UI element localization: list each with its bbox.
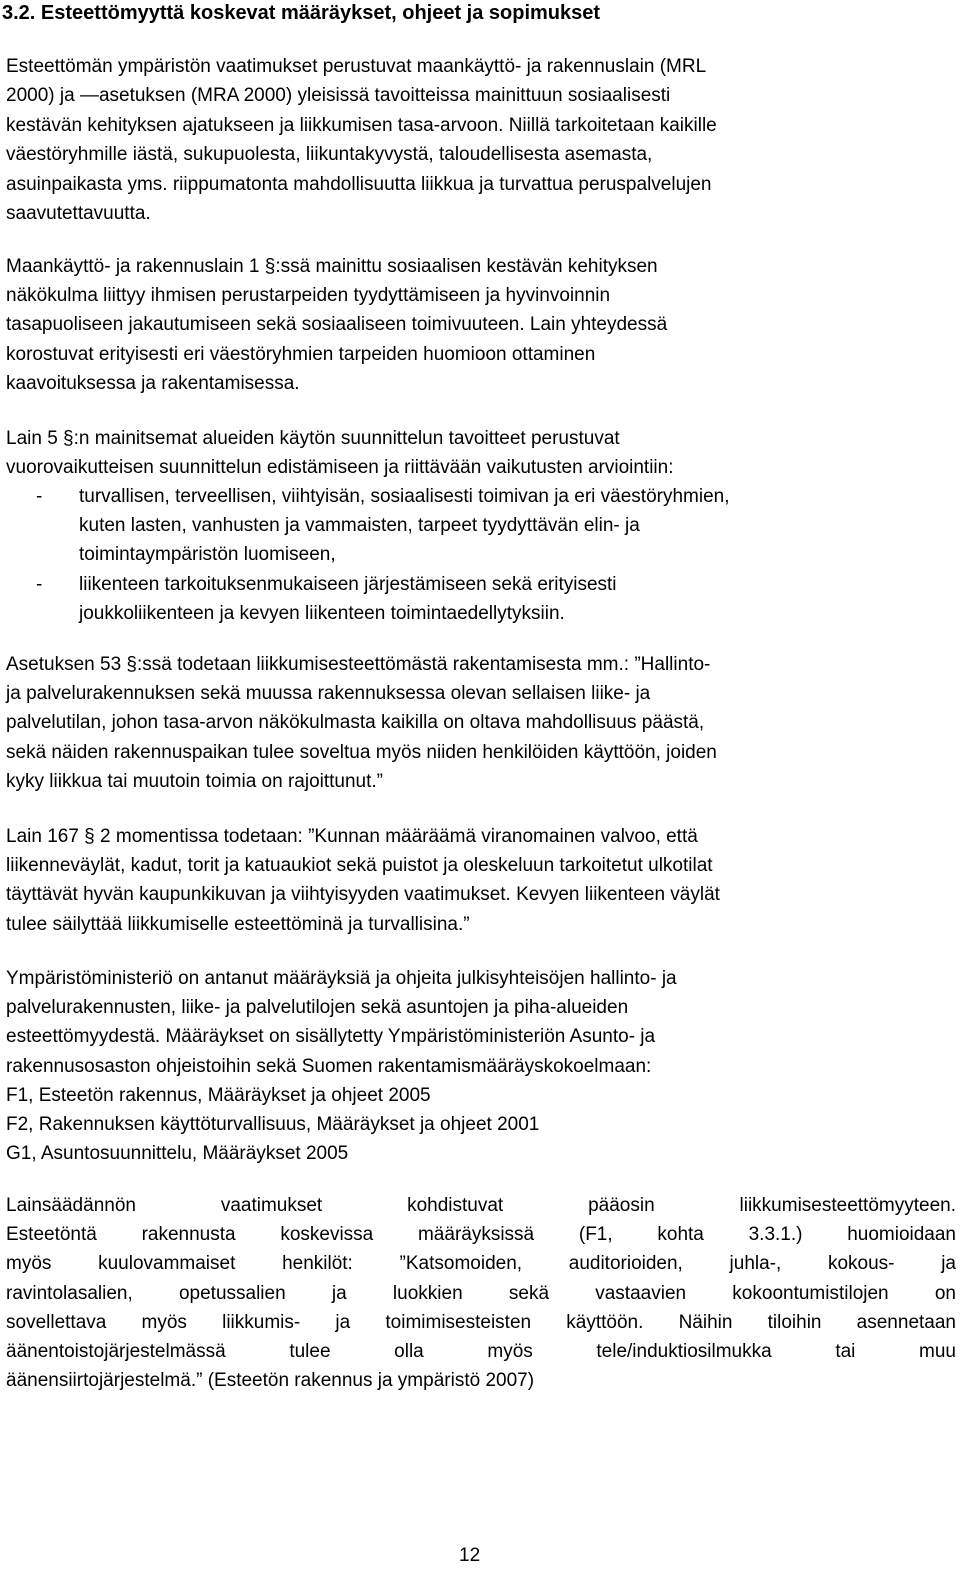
text-line: Esteettömän ympäristön vaatimukset perustuvat maankäyttö- ja rakennuslain (MRL — [6, 56, 707, 77]
text-line: joukkoliikenteen ja kevyen liikenteen toimintaedellytyksiin. — [79, 602, 565, 624]
text-line: tulee säilyttää liikkumiselle esteettöminä ja turvallisina.” — [6, 913, 470, 935]
text-line: palvelurakennusten, liike- ja palvelutilojen sekä asuntojen ja piha-alueiden — [6, 997, 629, 1019]
page-number: 12 — [459, 1545, 481, 1566]
text-line: G1, Asuntosuunnittelu, Määräykset 2005 — [6, 1143, 349, 1165]
text-line: palvelutilan, johon tasa-arvon näkökulmasta kaikilla on oltava mahdollisuus päästä, — [6, 712, 705, 734]
paragraph-legislation — [6, 1191, 956, 1395]
paragraph-section-5 — [6, 424, 956, 482]
list-item — [6, 570, 956, 628]
list-dash: - — [36, 573, 43, 595]
text-line: Ympäristöministeriö on antanut määräyksiä ja ohjeita julkisyhteisöjen hallinto- ja — [6, 968, 677, 989]
paragraph-land-use-act — [6, 252, 956, 398]
text-line: kestävän kehityksen ajatukseen ja liikkumisen tasa-arvoon. Niillä tarkoitetaan kaikille — [6, 114, 717, 136]
text-line: kuten lasten, vanhusten ja vammaisten, tarpeet tyydyttävän elin- ja — [79, 515, 640, 537]
paragraph-ministry — [6, 964, 956, 1168]
text-line: toimintaympäristön luomiseen, — [79, 544, 336, 566]
text-line: Lain 167 § 2 momentissa todetaan: ”Kunnan määräämä viranomainen valvoo, että — [6, 826, 698, 847]
text-line: korostuvat erityisesti eri väestöryhmien tarpeiden huomioon ottaminen — [6, 343, 596, 365]
text-line: saavutettavuutta. — [6, 203, 151, 225]
goals-list — [6, 482, 956, 628]
paragraph-requirements — [6, 52, 956, 228]
text-line: F1, Esteetön rakennus, Määräykset ja ohjeet 2005 — [6, 1084, 431, 1106]
text-line: myös kuulovammaiset henkilöt: ”Katsomoiden, auditorioiden, juhla-, kokous- ja — [6, 1253, 956, 1275]
text-line: liikenteen tarkoituksenmukaiseen järjestämiseen sekä erityisesti — [79, 573, 617, 595]
text-line: esteettömyydestä. Määräykset on sisällytetty Ympäristöministeriön Asunto- ja — [6, 1026, 656, 1048]
text-line: ja palvelurakennuksen sekä muussa rakennuksessa olevan sellaisen liike- ja — [6, 683, 651, 705]
text-line: rakennusosaston ohjeistoihin sekä Suomen rakentamismääräyskokoelmaan: — [6, 1055, 652, 1077]
text-line: liikenneväylät, kadut, torit ja katuaukiot sekä puistot ja oleskeluun tarkoitetut ulkotilat — [6, 855, 713, 877]
text-line: turvallisen, terveellisen, viihtyisän, sosiaalisesti toimivan ja eri väestöryhmien, — [79, 486, 730, 507]
text-line: kaavoituksessa ja rakentamisessa. — [6, 372, 300, 394]
text-line: F2, Rakennuksen käyttöturvallisuus, Määräykset ja ohjeet 2001 — [6, 1114, 540, 1136]
section-heading: 3.2. Esteettömyyttä koskevat määräykset, ohjeet ja sopimukset — [2, 2, 601, 24]
text-line: ravintolasalien, opetussalien ja luokkien sekä vastaavien kokoontumistilojen on — [6, 1282, 956, 1304]
text-line: väestöryhmille iästä, sukupuolesta, liikuntakyvystä, taloudellisesta asemasta, — [6, 144, 653, 166]
text-line: sovellettava myös liikkumis- ja toimimisesteisten käyttöön. Näihin tiloihin asennetaan — [6, 1311, 956, 1333]
text-line: Maankäyttö- ja rakennuslain 1 §:ssä mainittu sosiaalisen kestävän kehityksen — [6, 256, 658, 277]
text-line: täyttävät hyvän kaupunkikuvan ja viihtyisyyden vaatimukset. Kevyen liikenteen väylät — [6, 884, 720, 906]
text-line: kyky liikkua tai muutoin toimia on rajoittunut.” — [6, 770, 383, 792]
paragraph-decree-53 — [6, 650, 956, 796]
list-item — [6, 482, 956, 570]
text-line: Asetuksen 53 §:ssä todetaan liikkumisesteettömästä rakentamisesta mm.: ”Hallinto- — [6, 654, 711, 675]
text-line: 2000) ja —asetuksen (MRA 2000) yleisissä tavoitteissa mainittuun sosiaalisesti — [6, 85, 671, 107]
text-line: vuorovaikutteisen suunnittelun edistämiseen ja riittävään vaikutusten arviointiin: — [6, 457, 674, 479]
text-line: sekä näiden rakennuspaikan tulee soveltua myös niiden henkilöiden käyttöön, joiden — [6, 741, 717, 763]
paragraph-section-167 — [6, 822, 956, 939]
text-line: Esteetöntä rakennusta koskevissa määräyksissä (F1, kohta 3.3.1.) huomioidaan — [6, 1224, 956, 1246]
text-line: tasapuoliseen jakautumiseen sekä sosiaaliseen toimivuuteen. Lain yhteydessä — [6, 314, 668, 336]
text-line: Lain 5 §:n mainitsemat alueiden käytön suunnittelun tavoitteet perustuvat — [6, 428, 620, 449]
text-line: äänentoistojärjestelmässä tulee olla myös tele/induktiosilmukka tai muu — [6, 1341, 956, 1363]
text-line: äänensiirtojärjestelmä.” (Esteetön rakennus ja ympäristö 2007) — [6, 1370, 535, 1392]
text-line: näkökulma liittyy ihmisen perustarpeiden tyydyttämiseen ja hyvinvoinnin — [6, 285, 611, 307]
text-line: asuinpaikasta yms. riippumatonta mahdollisuutta liikkua ja turvattua peruspalvelujen — [6, 173, 712, 195]
list-dash: - — [36, 486, 43, 507]
text-line: Lainsäädännön vaatimukset kohdistuvat pääosin liikkumisesteettömyyteen. — [6, 1195, 956, 1216]
